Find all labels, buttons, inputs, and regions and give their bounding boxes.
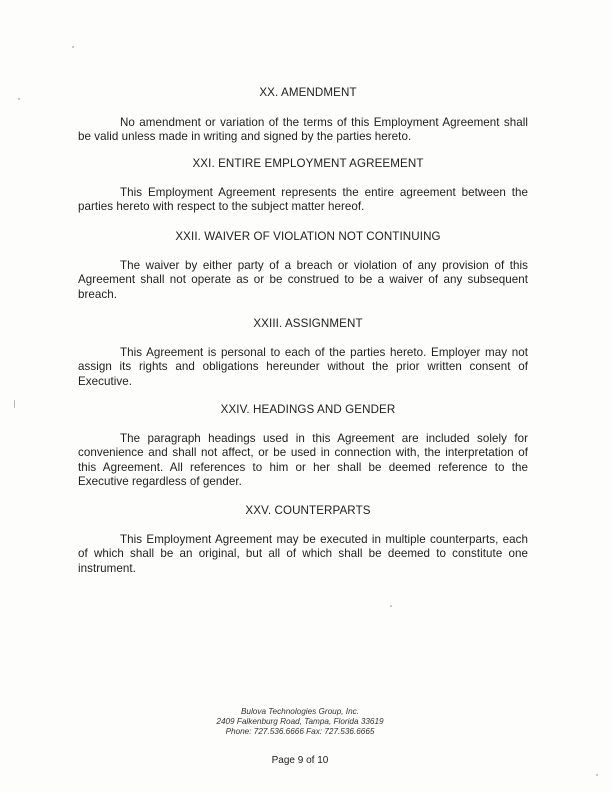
- section-text-waiver: [78, 259, 528, 302]
- section-heading-entire-agreement: XXI. ENTIRE EMPLOYMENT AGREEMENT: [192, 157, 424, 170]
- scan-speck: [18, 98, 20, 100]
- paragraph: This Employment Agreement may be executed in multiple counterparts, each of which shall be an original, but all of which shall be deemed to constitute one instrument.: [78, 533, 528, 575]
- footer-phone-fax: Phone: 727.536.6666 Fax: 727.536.6665: [225, 727, 375, 736]
- scan-speck: [596, 774, 598, 776]
- footer-company: Bulova Technologies Group, Inc.: [240, 707, 360, 716]
- section-text-entire-agreement: [78, 186, 528, 215]
- paragraph: This Agreement is personal to each of the parties hereto. Employer may not assign its rights and obligations hereunder without the prior written consent of Executive.: [78, 346, 528, 388]
- section-heading-headings-gender: XXIV. HEADINGS AND GENDER: [220, 403, 396, 416]
- section-heading-waiver: XXII. WAIVER OF VIOLATION NOT CONTINUING: [175, 230, 441, 243]
- paragraph: No amendment or variation of the terms of this Employment Agreement shall be valid unless made in writing and signed by the parties hereto.: [78, 116, 528, 144]
- section-heading-assignment: XXIII. ASSIGNMENT: [253, 317, 363, 330]
- scan-speck: [72, 46, 74, 48]
- section-text-assignment: [78, 346, 528, 389]
- section-text-amendment: [78, 116, 528, 145]
- scan-speck: [14, 400, 15, 408]
- page-number: Page 9 of 10: [271, 755, 329, 766]
- footer-address: 2409 Falkenburg Road, Tampa, Florida 33619: [216, 717, 384, 726]
- section-heading-amendment: XX. AMENDMENT: [259, 86, 357, 99]
- paragraph: The waiver by either party of a breach or violation of any provision of this Agreement shall not operate as or be construed to be a waiver of any subsequent breach.: [78, 259, 528, 301]
- scan-speck: [390, 605, 392, 607]
- paragraph: This Employment Agreement represents the entire agreement between the parties hereto with respect to the subject matter hereof.: [78, 186, 528, 214]
- section-heading-counterparts: XXV. COUNTERPARTS: [245, 504, 371, 517]
- paragraph: The paragraph headings used in this Agreement are included solely for convenience and shall not affect, or be used in connection with, the interpretation of this Agreement. All references to him or her shall be deemed reference to the Executive regardless of gender.: [78, 432, 528, 488]
- section-text-headings-gender: [78, 432, 528, 489]
- section-text-counterparts: [78, 533, 528, 576]
